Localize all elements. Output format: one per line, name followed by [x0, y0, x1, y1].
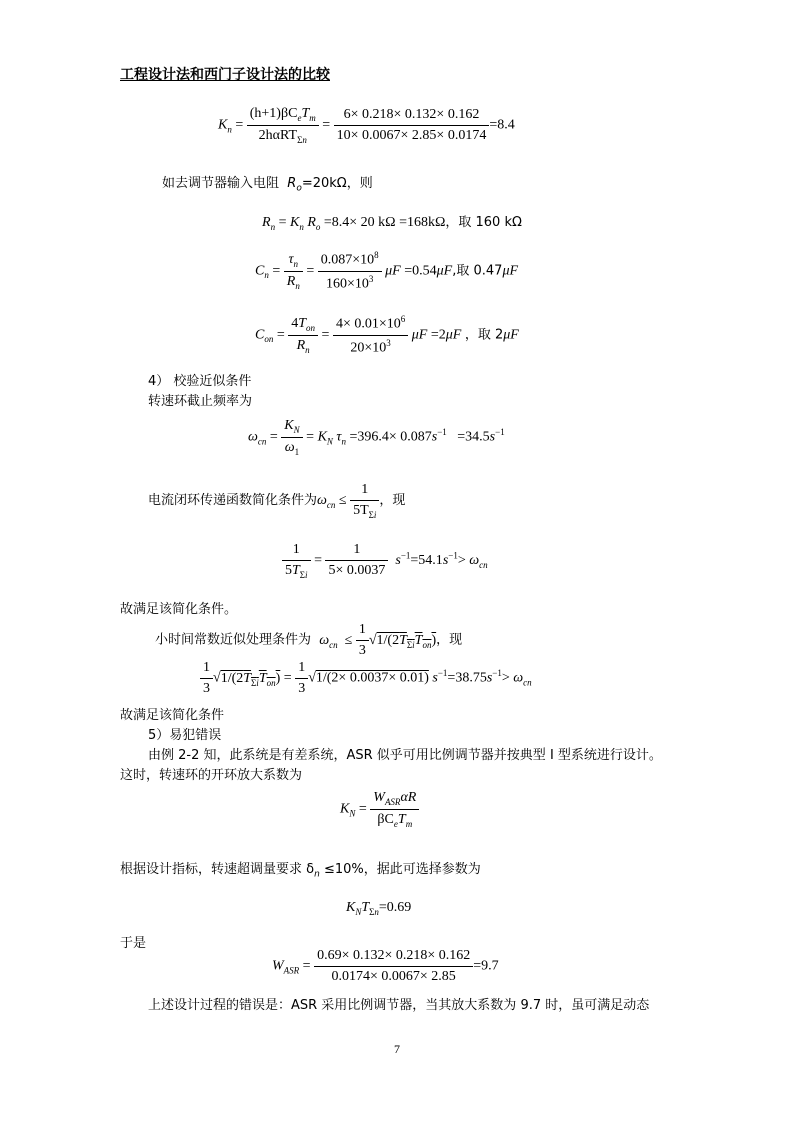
paragraph-design: 根据设计指标，转速超调量要求 $\delta_n \le 10\%$，据此可选择参数为 — [120, 862, 481, 880]
equation-kt: $K_NT_{\Sigma n}=0.69$ — [346, 900, 412, 917]
equation-kn: $K_n$ = $\frac{(h+1)\beta C_eT_m}{2h\alpha RT_{\Sigma n}}$ = $\frac{6\times 0.218\times 0.132\times 0.162}{10\times 0.0067\times 2.85\times 0.0174}$ =8.4 — [218, 106, 515, 145]
paragraph-ro: 如去调节器输入电阻 $R_o=20k\Omega$，则 — [162, 176, 373, 194]
equation-cn: $C_n$ = $\frac{\tau_n}{R_n}$ = $\frac{0.087\times 10^8}{160\times 10^3}$ μF =0.54μF,取 0.47μF — [255, 250, 519, 292]
paragraph-current: 电流闭环传递函数简化条件为$\omega_{cn}$ ≤ $\frac{1}{5T_{\Sigma i}}$ ，现 — [148, 482, 406, 520]
equation-kn2: $K_N$ = $\frac{W_{ASR}\alpha R}{\beta C_eT_m}$ — [340, 790, 419, 829]
paragraph-error: 上述设计过程的错误是：ASR 采用比例调节器，当其放大系数为 9.7 时，虽可满足动态 — [148, 998, 650, 1013]
paragraph-example: 由例 2-2 知，此系统是有差系统，ASR 似乎可用比例调节器并按典型 I 型系统进行设计。 — [148, 748, 662, 763]
section-5: 5）易犯错误 — [148, 728, 222, 743]
section-4: 4） 校验近似条件 — [148, 374, 252, 389]
paragraph-cutoff: 转速环截止频率为 — [148, 394, 253, 409]
paragraph-ok2: 故满足该简化条件 — [120, 708, 225, 723]
paragraph-small: 小时间常数近似处理条件为 $\omega_{cn}$ ≤ $\frac{1}{3}$ $√1/(2T_{\Sigma i}T_{on})$，现 — [155, 622, 463, 658]
equation-wcn: $\omega_{cn}$ = $\frac{K_N}{\omega_1}$ = $K_N$ $\tau_n =396.4\times 0.087s^{-1}$ $=34.5s^{-1}$ — [248, 418, 505, 457]
equation-check1: $\frac{1}{5T_{\Sigma i}}$ = $\frac{1}{5\times 0.0037}$ $s^{-1}=54.1s^{-1}> \omega_{cn}$ — [282, 542, 488, 580]
page-title: 工程设计法和西门子设计法的比较 — [120, 67, 330, 83]
page-number: 7 — [394, 1042, 400, 1056]
equation-con: $C_{on}$ = $\frac{4T_{on}}{R_n}$ = $\frac{4\times 0.01\times 10^6}{20\times 10^3}$ μF =2μF ，取 2μF — [255, 314, 519, 356]
equation-rn: $R_n = K_n$ $R_o =8.4\times 20$ kΩ =168kΩ，取 160 kΩ — [262, 215, 522, 232]
equation-small-check: $\frac{1}{3}$ $√1/(2T_{\Sigma i}T_{on})$ = $\frac{1}{3}$ √1/(2× 0.0037× 0.01) $s^{-1}=38.75s^{-1}> \omega_{cn}$ — [200, 660, 532, 697]
paragraph-so: 于是 — [120, 936, 147, 951]
paragraph-then: 这时，转速环的开环放大系数为 — [120, 768, 303, 783]
paragraph-ok1: 故满足该简化条件。 — [120, 602, 238, 617]
equation-wasr: $W_{ASR}$ = $\frac{0.69\times 0.132\times 0.218\times 0.162}{0.0174\times 0.0067\times 2.85}$ =9.7 — [272, 948, 499, 984]
